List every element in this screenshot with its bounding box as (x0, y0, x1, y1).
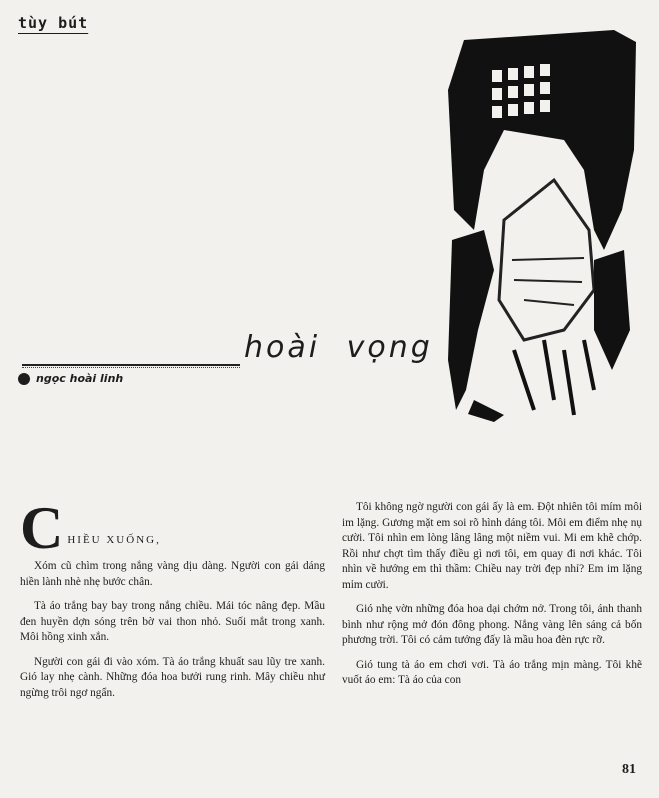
left-column (20, 503, 325, 710)
lead-paragraph (20, 503, 325, 555)
paragraph: Gió nhẹ vờn những đóa hoa dại chớm nở. Trong tôi, ánh thanh bình như rộng mở đón đông phong. Nắng vàng lên sáng cả bốn phương trời. Tôi có cảm tưởng đấy là mầu hoa đèn rực rỡ. (342, 603, 642, 646)
section-label: tùy bút (18, 14, 89, 32)
paragraph: Xóm cũ chìm trong nắng vàng dịu dàng. Người con gái dáng hiền lành nhè nhẹ bước chân. (20, 560, 325, 588)
right-column (342, 500, 642, 698)
paragraph: Người con gái đi vào xóm. Tà áo trắng khuất sau lũy tre xanh. Gió lay nhẹ cành. Những đóa hoa bưởi rung rinh. Mây chiều như ngừng trôi ngơ ngẩn. (20, 655, 325, 699)
title-rule-dotted (22, 367, 240, 368)
paragraph: Gió tung tà áo em chơi vơi. Tà áo trắng mịn màng. Tôi khẽ vuốt áo em: Tà áo của con (342, 658, 642, 686)
paragraph: Tà áo trắng bay bay trong nắng chiều. Mái tóc nâng đẹp. Mầu đen huyền dợn sóng trên bờ vai thon nhỏ. Suối mắt trong xanh. Môi hồng xinh xắn. (20, 600, 325, 643)
ink-illustration (444, 30, 640, 422)
author-name: ngọc hoài linh (36, 372, 124, 385)
author-byline (18, 372, 123, 385)
page-number: 81 (622, 762, 636, 777)
paragraph: Tôi không ngờ người con gái ấy là em. Đột nhiên tôi mím môi im lặng. Gương mặt em soi rõ hình dáng tôi. Môi em điểm nhẹ nụ cười. Tôi nhìn em lòng lâng lâng một niềm vui. Mi em khẽ chớp. Rồi như chợt tìm thấy điều gì nơi tôi, em quay đi nơi khác. Tôi nhìn về hướng em thì thầm: Chiều nay trời đẹp nhỉ? Em im lặng mỉm cười. (342, 501, 642, 591)
title-rule (22, 364, 240, 366)
bullet-icon (18, 373, 30, 385)
article-title: hoài vọng (244, 330, 433, 365)
drop-cap: C (20, 503, 64, 555)
lead-in-text: HIỀU XUỐNG, (67, 534, 161, 546)
